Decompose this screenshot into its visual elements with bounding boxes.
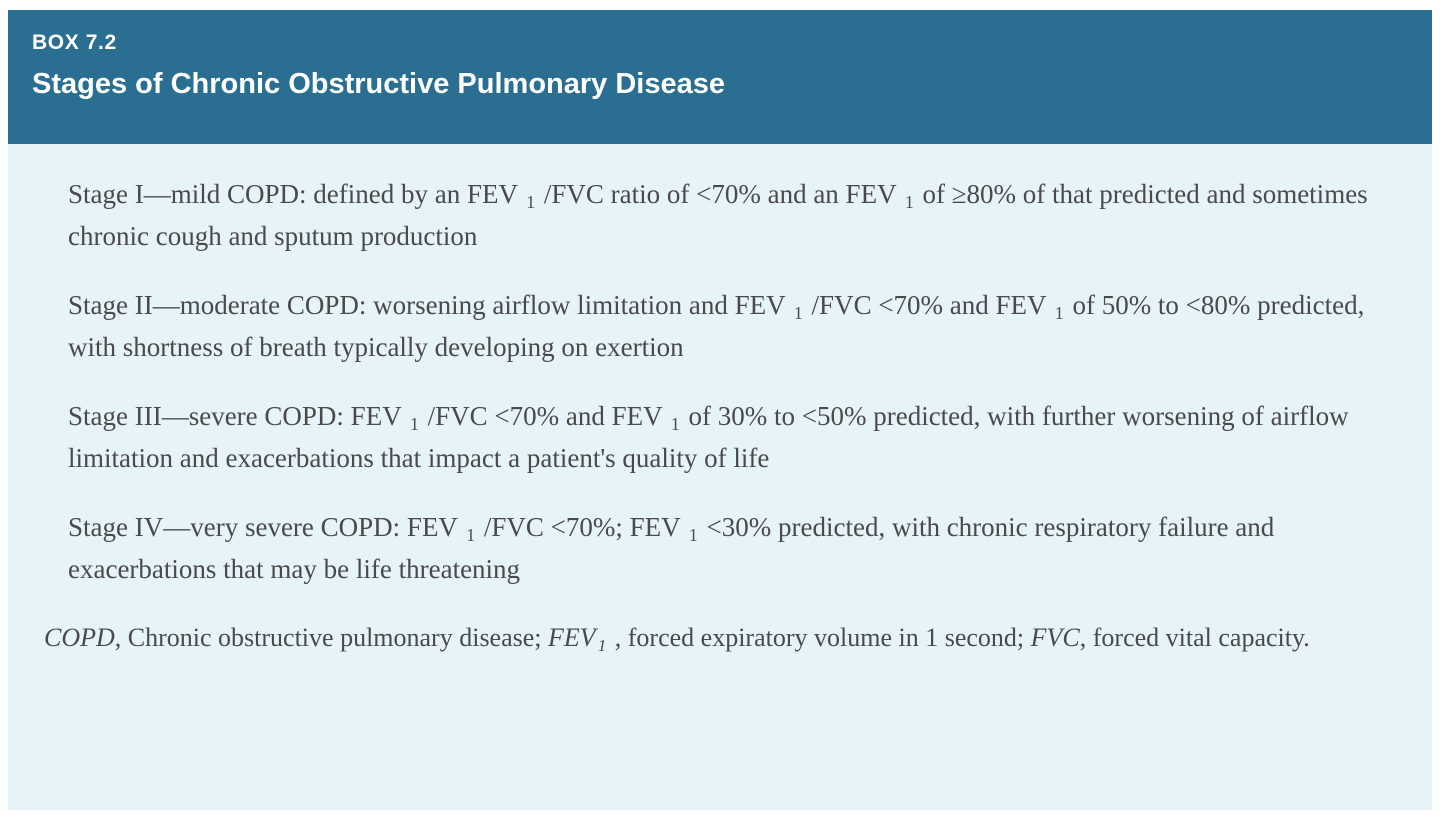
- box-title: Stages of Chronic Obstructive Pulmonary Disease: [32, 68, 725, 101]
- box-header: [8, 10, 1432, 144]
- box-number: BOX 7.2: [32, 31, 117, 54]
- subscript: 1: [597, 636, 607, 656]
- stage-item: Stage II—moderate COPD: worsening airflow limitation and FEV $_1$ /FVC <70% and FEV $_1$ of 50% to <80% predicted, with shortness of breath typically developing on exertion: [68, 290, 1365, 363]
- italic-term: COPD: [44, 623, 115, 653]
- subscript: 1: [466, 525, 476, 546]
- subscript: 1: [670, 414, 680, 435]
- subscript: 1: [526, 191, 536, 212]
- subscript: 1: [1054, 303, 1064, 324]
- stage-item: Stage I—mild COPD: defined by an FEV $_1$ /FVC ratio of <70% and an FEV $_1$ of ≥80% of that predicted and sometimes chronic cough and sputum production: [68, 179, 1368, 252]
- stage-item: Stage IV—very severe COPD: FEV $_1$ /FVC <70%; FEV $_1$ <30% predicted, with chronic respiratory failure and exacerbations that may be life threatening: [68, 512, 1275, 585]
- subscript: 1: [409, 414, 419, 435]
- info-box: [8, 10, 1432, 810]
- box-footnote: COPD, Chronic obstructive pulmonary disease; FEV $_1$ , forced expiratory volume in 1 second; FVC, forced vital capacity.: [44, 623, 1310, 656]
- subscript: 1: [904, 191, 914, 212]
- box-body: [8, 144, 1432, 659]
- stage-list: [44, 174, 1396, 590]
- italic-term: FEV: [548, 623, 596, 653]
- italic-term: FVC: [1030, 623, 1080, 653]
- stage-item: Stage III—severe COPD: FEV $_1$ /FVC <70% and FEV $_1$ of 30% to <50% predicted, with further worsening of airflow limitation and exacerbations that impact a patient's quality of life: [68, 401, 1349, 474]
- subscript: 1: [793, 303, 803, 324]
- subscript: 1: [688, 525, 698, 546]
